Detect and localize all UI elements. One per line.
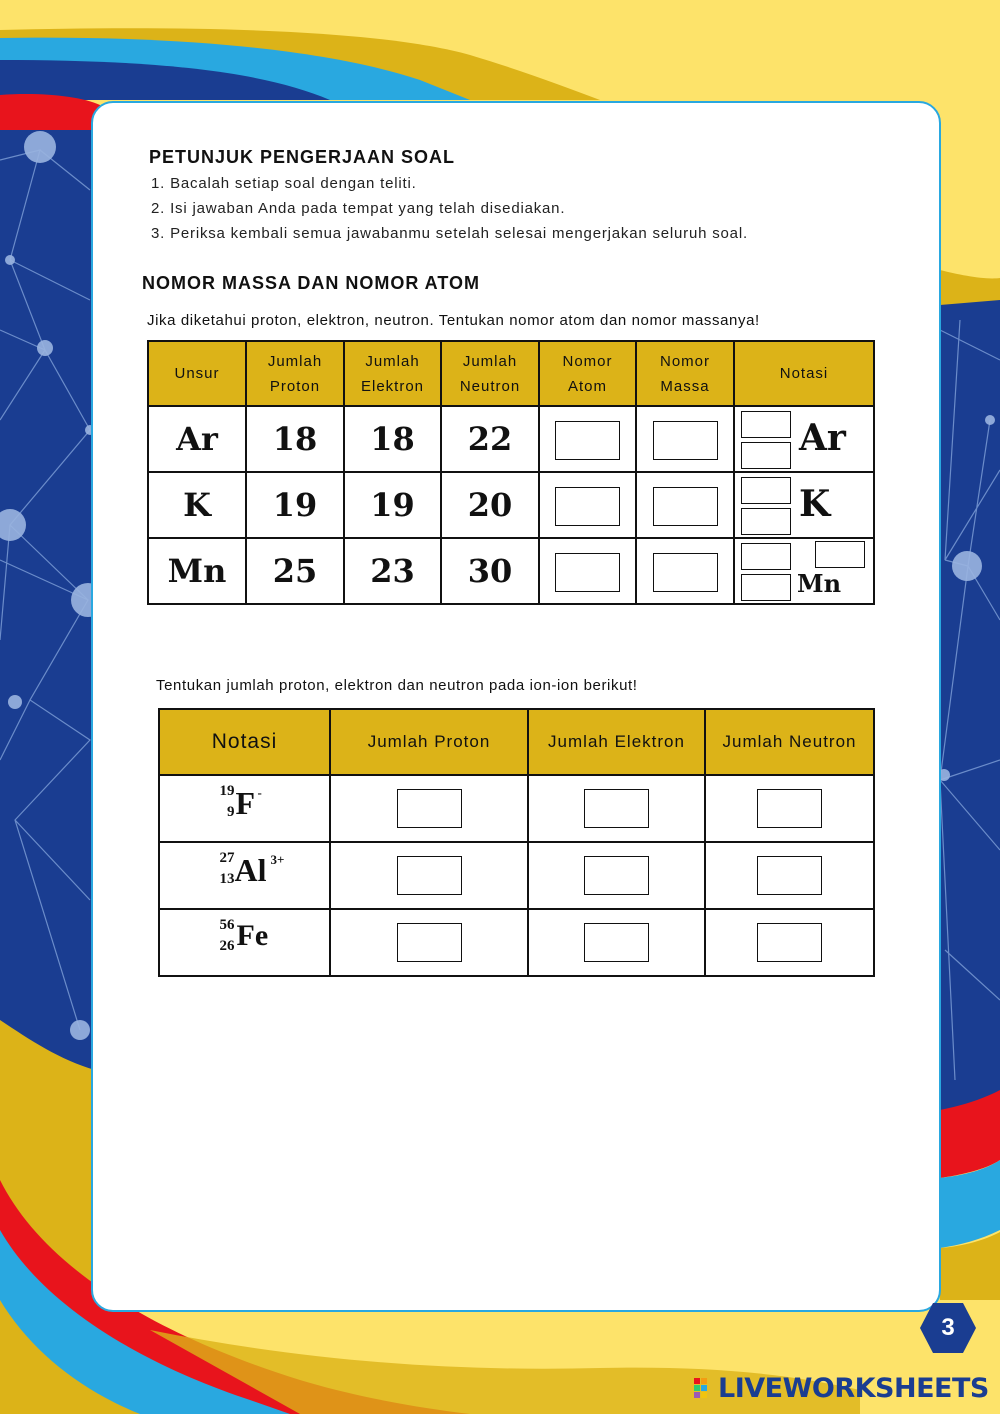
header-jumlah-neutron: [441, 341, 539, 406]
answer-input-notasi-atomic[interactable]: [741, 508, 791, 535]
header-label: Proton: [269, 377, 321, 395]
cell-neutron: 20: [441, 472, 539, 538]
answer-input-nomor-massa[interactable]: [653, 553, 718, 592]
cell-proton: [330, 775, 528, 842]
answer-input-notasi-mass[interactable]: [741, 477, 791, 504]
cell-proton: 25: [246, 538, 344, 604]
cell-unsur: Mn: [148, 538, 246, 604]
header-label: Atom: [567, 377, 607, 395]
page-number: 3: [941, 1314, 955, 1341]
header-label: Neutron: [459, 377, 521, 395]
header-jumlah-proton: Jumlah Proton: [330, 709, 528, 775]
header-nomor-atom: [539, 341, 636, 406]
header-label: Jumlah: [267, 352, 323, 370]
element-symbol: F: [235, 785, 256, 821]
mass-number: 56: [219, 917, 235, 933]
answer-input-notasi-charge[interactable]: [815, 541, 865, 568]
header-jumlah-neutron: Jumlah Neutron: [705, 709, 874, 775]
header-label: Nomor: [562, 352, 613, 370]
cell-elektron: [528, 909, 705, 976]
table-header-row: [148, 341, 874, 406]
instruction-item-2: 2. Isi jawaban Anda pada tempat yang telah disediakan.: [151, 200, 566, 217]
answer-input-notasi-mass[interactable]: [741, 411, 791, 438]
isotope-notation: [205, 915, 285, 965]
liveworksheets-logo-icon: [694, 1378, 716, 1400]
cell-elektron: 23: [344, 538, 441, 604]
cell-nomor-massa: [636, 406, 734, 472]
answer-input-notasi-mass[interactable]: [741, 543, 791, 570]
cell-nomor-atom: [539, 406, 636, 472]
header-label: Elektron: [360, 377, 425, 395]
atomic-number: 13: [219, 871, 235, 887]
element-symbol: Al: [234, 852, 267, 888]
answer-input-nomor-atom[interactable]: [555, 487, 620, 526]
ion-charge: 3+: [270, 852, 285, 867]
cell-proton: 18: [246, 406, 344, 472]
table-row: [159, 909, 874, 976]
cell-notasi: [159, 909, 330, 976]
answer-input-nomor-atom[interactable]: [555, 553, 620, 592]
cell-nomor-atom: [539, 472, 636, 538]
cell-nomor-massa: [636, 472, 734, 538]
header-label: Massa: [660, 377, 710, 395]
answer-input-nomor-massa[interactable]: [653, 421, 718, 460]
table-header-row: [159, 709, 874, 775]
answer-input-nomor-atom[interactable]: [555, 421, 620, 460]
ion-charge: -: [257, 785, 262, 800]
header-label: Jumlah: [462, 352, 518, 370]
mass-number: 19: [219, 783, 235, 799]
answer-input-notasi-atomic[interactable]: [741, 442, 791, 469]
answer-input-neutron[interactable]: [757, 923, 822, 962]
table-row: [148, 538, 874, 604]
cell-proton: 19: [246, 472, 344, 538]
table-row: [148, 472, 874, 538]
ion-table: [158, 708, 875, 977]
header-label: Jumlah: [365, 352, 420, 370]
answer-input-neutron[interactable]: [757, 856, 822, 895]
answer-input-elektron[interactable]: [584, 789, 649, 828]
header-notasi: Notasi: [159, 709, 330, 775]
atomic-number: 9: [227, 804, 235, 820]
cell-neutron: 22: [441, 406, 539, 472]
cell-proton: [330, 909, 528, 976]
mass-number: 27: [219, 850, 235, 866]
liveworksheets-logo[interactable]: LIVEWORKSHEETS: [718, 1373, 989, 1404]
element-symbol: K: [799, 483, 831, 525]
answer-input-notasi-atomic[interactable]: [741, 574, 791, 601]
header-nomor-massa: [636, 341, 734, 406]
cell-notasi: [734, 472, 874, 538]
header-label: Nomor: [659, 352, 710, 370]
cell-notasi: [734, 538, 874, 604]
answer-input-proton[interactable]: [397, 923, 462, 962]
answer-input-elektron[interactable]: [584, 856, 649, 895]
element-symbol: Fe: [236, 919, 269, 952]
mass-number-table: [147, 340, 875, 605]
table-row: [159, 842, 874, 909]
cell-neutron: [705, 909, 874, 976]
answer-input-proton[interactable]: [397, 789, 462, 828]
cell-nomor-massa: [636, 538, 734, 604]
cell-notasi: [734, 406, 874, 472]
cell-elektron: [528, 842, 705, 909]
cell-unsur: K: [148, 472, 246, 538]
element-symbol: Ar: [799, 417, 846, 459]
header-notasi: Notasi: [734, 341, 874, 406]
instruction-item-1: 1. Bacalah setiap soal dengan teliti.: [151, 175, 417, 192]
isotope-notation: [205, 781, 285, 831]
table-row: [148, 406, 874, 472]
header-jumlah-proton: [246, 341, 344, 406]
cell-elektron: 19: [344, 472, 441, 538]
answer-input-neutron[interactable]: [757, 789, 822, 828]
cell-neutron: [705, 842, 874, 909]
header-jumlah-elektron: [344, 341, 441, 406]
isotope-notation: [205, 848, 285, 898]
cell-notasi: [159, 775, 330, 842]
cell-elektron: 18: [344, 406, 441, 472]
cell-proton: [330, 842, 528, 909]
header-unsur: Unsur: [148, 341, 246, 406]
element-symbol: Mn: [797, 569, 842, 598]
answer-input-proton[interactable]: [397, 856, 462, 895]
atomic-number: 26: [219, 938, 235, 954]
section1-instruction: Jika diketahui proton, elektron, neutron. Tentukan nomor atom dan nomor massanya!: [147, 312, 760, 329]
answer-input-elektron[interactable]: [584, 923, 649, 962]
instruction-item-3: 3. Periksa kembali semua jawabanmu setelah selesai mengerjakan seluruh soal.: [151, 225, 748, 242]
cell-elektron: [528, 775, 705, 842]
header-jumlah-elektron: Jumlah Elektron: [528, 709, 705, 775]
cell-nomor-atom: [539, 538, 636, 604]
table-row: [159, 775, 874, 842]
instructions-title: PETUNJUK PENGERJAAN SOAL: [149, 147, 456, 167]
section1-title: NOMOR MASSA DAN NOMOR ATOM: [142, 273, 480, 293]
cell-unsur: Ar: [148, 406, 246, 472]
cell-neutron: 30: [441, 538, 539, 604]
answer-input-nomor-massa[interactable]: [653, 487, 718, 526]
section2-instruction: Tentukan jumlah proton, elektron dan neutron pada ion-ion berikut!: [156, 677, 638, 694]
cell-neutron: [705, 775, 874, 842]
cell-notasi: [159, 842, 330, 909]
